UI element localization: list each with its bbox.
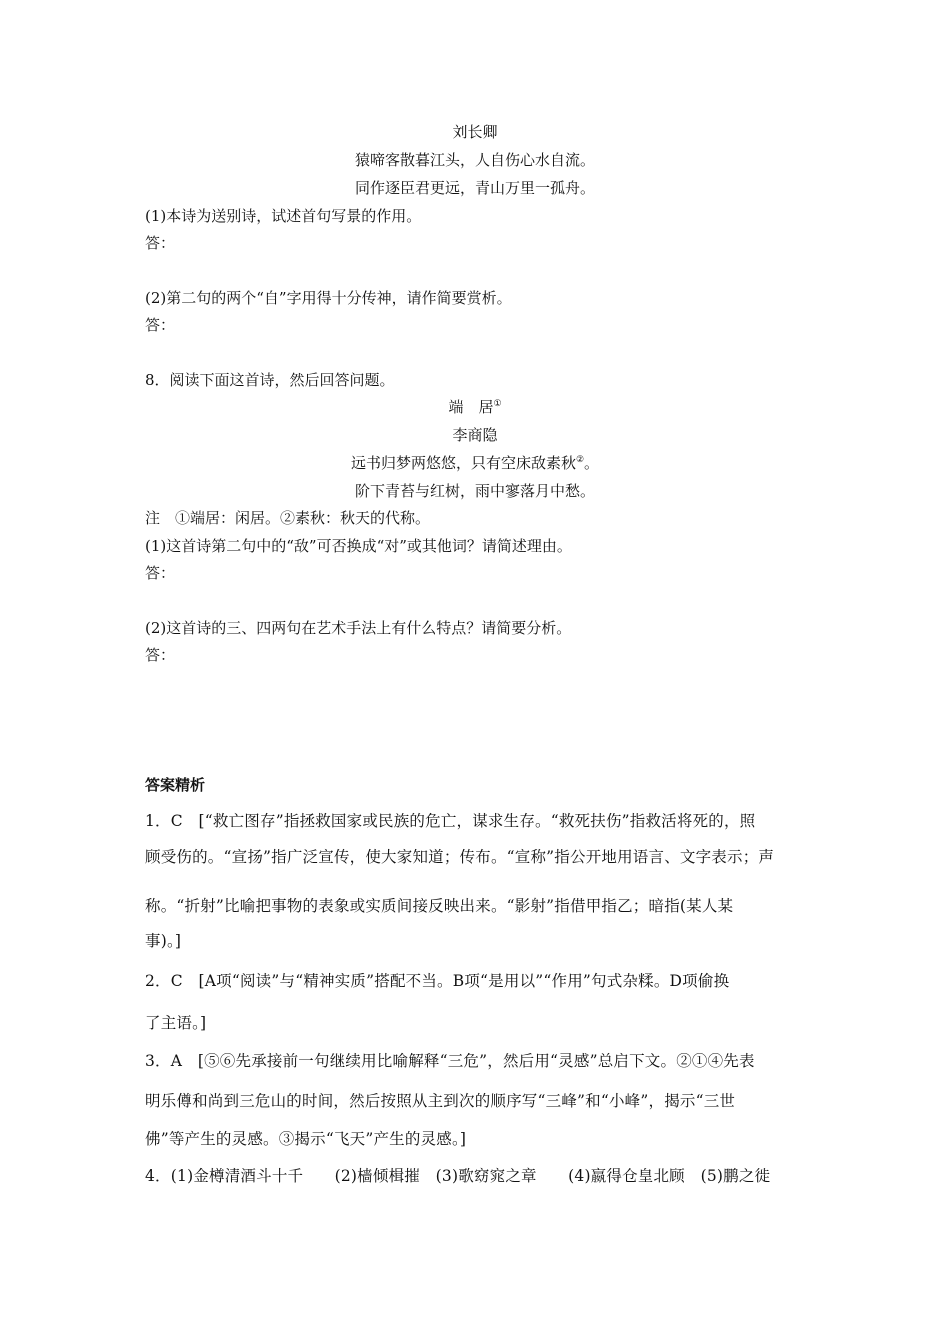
poem-title-text: 端 居 (448, 398, 494, 416)
poem-author: 刘长卿 (452, 123, 498, 141)
answer-line: 了主语。] (145, 1014, 207, 1032)
footnotes: 注 ①端居：闲居。②素秋：秋天的代称。 (145, 509, 431, 527)
answer-line: 佛”等产生的灵感。③揭示“飞天”产生的灵感。] (145, 1130, 467, 1148)
answer-label: 答： (145, 646, 176, 664)
footnote-marker: ① (493, 399, 502, 409)
footnote-marker: ② (575, 455, 585, 465)
question-7-2: (2)第二句的两个“自”字用得十分传神，请作简要赏析。 (145, 289, 512, 307)
poem-line-1-end: 。 (584, 454, 600, 472)
poem-line-1: 猿啼客散暮江头，人自伤心水自流。 (354, 151, 595, 169)
answer-label: 答： (145, 316, 176, 334)
poem-author: 李商隐 (452, 426, 498, 444)
answer-line: 明乐僔和尚到三危山的时间，然后按照从主到次的顺序写“三峰”和“小峰”，揭示“三世 (145, 1092, 736, 1110)
answer-line: 称。“折射”比喻把事物的表象或实质间接反映出来。“影射”指借甲指乙；暗指(某人某 (145, 897, 734, 915)
answers-heading: 答案精析 (145, 776, 206, 794)
answer-line: 4．(1)金樽清酒斗十千 (2)樯倾楫摧 (3)歌窈窕之章 (4)嬴得仓皇北顾 (5)鹏之徙 (145, 1167, 771, 1185)
question-8-1: (1)这首诗第二句中的“敌”可否换成“对”或其他词？请简述理由。 (145, 537, 572, 555)
answer-label: 答： (145, 234, 176, 252)
question-8-stem: 8．阅读下面这首诗，然后回答问题。 (145, 371, 395, 389)
question-7-1: (1)本诗为送别诗，试述首句写景的作用。 (145, 207, 422, 225)
poem-line-1 (0, 453, 950, 473)
question-8-2: (2)这首诗的三、四两句在艺术手法上有什么特点？请简要分析。 (145, 619, 572, 637)
answer-line: 2．C [A项“阅读”与“精神实质”搭配不当。B项“是用以”“作用”句式杂糅。D项偷换 (145, 972, 730, 990)
answer-line: 顾受伤的。“宣扬”指广泛宣传，使大家知道；传布。“宣称”指公开地用语言、文字表示；声 (145, 848, 775, 866)
poem-line-2: 阶下青苔与红树，雨中寥落月中愁。 (354, 482, 595, 500)
answer-line: 1．C [“救亡图存”指拯救国家或民族的危亡，谋求生存。“救死扶伤”指救活将死的，照 (145, 812, 756, 830)
answer-line: 3．A [⑤⑥先承接前一句继续用比喻解释“三危”，然后用“灵感”总启下文。②①④先表 (145, 1052, 755, 1070)
poem-line-1-text: 远书归梦两悠悠，只有空床敌素秋 (350, 454, 576, 472)
answer-label: 答： (145, 564, 176, 582)
poem-line-2: 同作逐臣君更远，青山万里一孤舟。 (354, 179, 595, 197)
answer-line: 事)。] (145, 932, 182, 950)
poem-title (0, 397, 950, 417)
